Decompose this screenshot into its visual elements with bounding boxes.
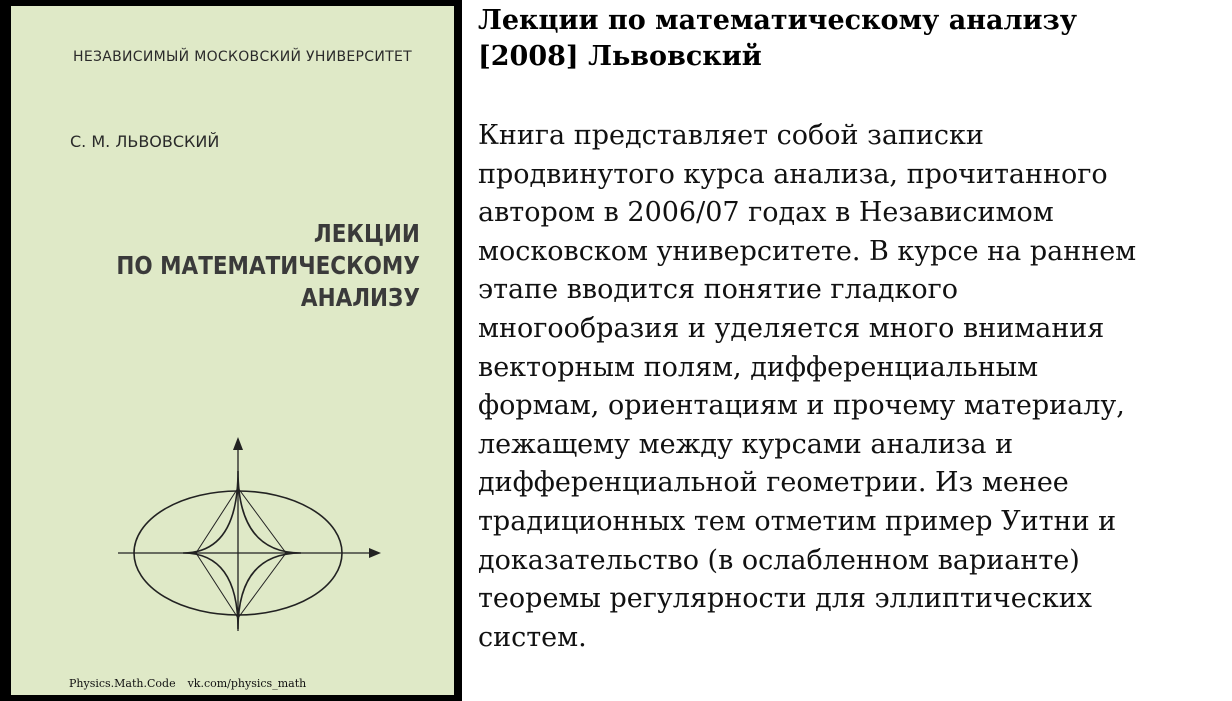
cover-astroid-figure — [106, 431, 396, 641]
cover-university: НЕЗАВИСИМЫЙ МОСКОВСКИЙ УНИВЕРСИТЕТ — [73, 49, 412, 65]
cover-title-line: ПО МАТЕМАТИЧЕСКОМУ — [116, 251, 420, 280]
cover-figure-x-arrow — [369, 548, 381, 558]
book-description: Книга представляет собой записки продвинутого курса анализа, прочитанного автором в 2006/07 годах в Независимом московском университете. В курсе на раннем этапе вводится понятие гладкого многообразия и уделяется много внимания векторным полям, дифференциальным формам, ориентациям и прочему материалу, лежащему между курсами анализа и дифференциальной геометрии. Из менее традиционных тем отметим пример Уитни и доказательство (в ослабленном варианте) теоремы регулярности для эллиптических систем. — [478, 120, 1137, 653]
cover-author: С. М. ЛЬВОВСКИЙ — [70, 132, 220, 151]
cover-title-line: ЛЕКЦИИ — [313, 219, 420, 248]
book-heading — [478, 3, 1218, 75]
cover-title-line: АНАЛИЗУ — [301, 283, 420, 312]
cover-credit — [69, 677, 306, 690]
cover-title — [117, 218, 420, 314]
book-cover-panel — [11, 6, 454, 695]
book-cover — [0, 0, 462, 701]
cover-figure-y-arrow — [233, 437, 243, 450]
credit-name: Physics.Math.Code — [69, 677, 176, 690]
heading-year-author: [2008] Львовский — [478, 41, 762, 72]
heading-title: Лекции по математическому анализу — [478, 5, 1078, 36]
credit-link: vk.com/physics_math — [187, 677, 307, 690]
